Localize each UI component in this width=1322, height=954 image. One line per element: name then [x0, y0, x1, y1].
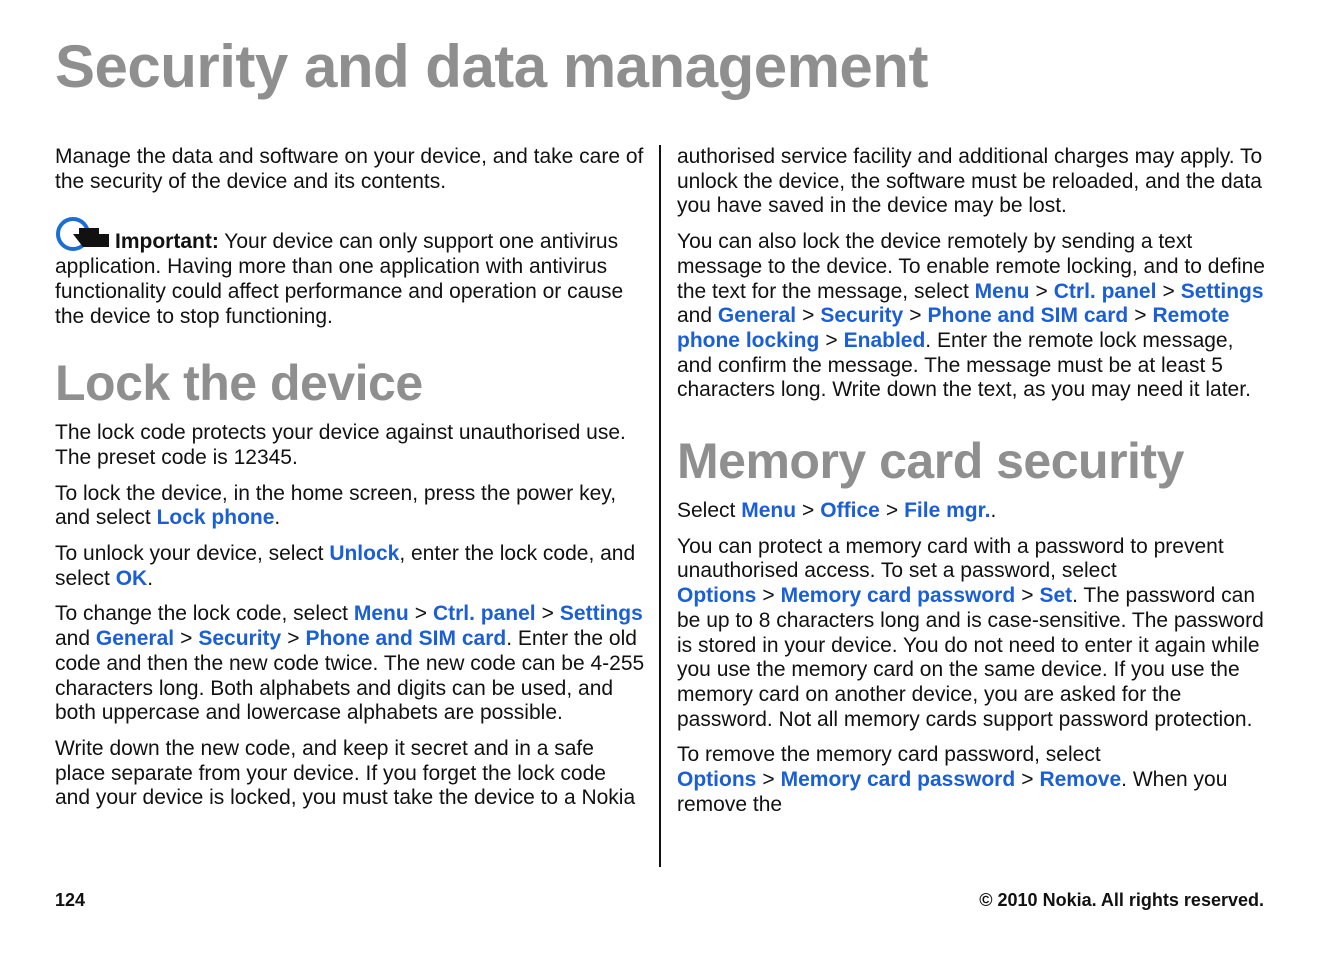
change-code-paragraph — [55, 602, 645, 726]
remote-lock-paragraph — [677, 230, 1267, 403]
menu-link-ctrl-panel[interactable]: Ctrl. panel — [1053, 279, 1157, 303]
menu-link-remove[interactable]: Remove — [1039, 768, 1122, 792]
path-separator: > — [541, 602, 554, 626]
important-note — [55, 214, 645, 329]
menu-link-remote-phone-locking[interactable]: Remote phone locking — [677, 304, 1230, 352]
text-span: You can also lock the device remotely by sending a text message to the device. To enable remote locking, and to define the text for the message, select — [677, 230, 1265, 303]
text-span: You can protect a memory card with a password to prevent unauthorised access. To set a password, select — [677, 534, 1224, 583]
lock-device-paragraph — [55, 482, 645, 531]
protect-card-paragraph — [677, 535, 1267, 733]
path-separator: > — [825, 328, 838, 352]
menu-link-menu[interactable]: Menu — [353, 602, 409, 626]
lock-phone-link[interactable]: Lock phone — [156, 506, 275, 530]
write-code-paragraph: Write down the new code, and keep it secret and in a safe place separate from your device. If you forget the lock code and your device is locked, you must take the device to a Nokia — [55, 736, 636, 810]
unlock-link[interactable]: Unlock — [329, 542, 400, 566]
menu-link-settings[interactable]: Settings — [559, 602, 643, 626]
menu-link-ctrl-panel[interactable]: Ctrl. panel — [432, 602, 536, 626]
menu-link-phone-and-sim-card[interactable]: Phone and SIM card — [305, 627, 507, 651]
text-span: . — [147, 566, 154, 590]
important-hand-icon — [55, 214, 113, 254]
text-span: . Enter the remote lock message, and confirm the message. The message must be at least 5 characters long. Write down the text, as you may need it later. — [677, 328, 1251, 402]
menu-link-options[interactable]: Options — [677, 768, 757, 792]
menu-link-options[interactable]: Options — [677, 584, 757, 608]
text-span: . — [990, 499, 997, 523]
text-span: Select — [677, 499, 742, 523]
unlock-paragraph — [55, 542, 645, 591]
path-separator: > — [909, 304, 922, 328]
path-separator: > — [762, 768, 775, 792]
menu-link-file-mgr[interactable]: File mgr. — [904, 499, 991, 523]
menu-link-set[interactable]: Set — [1039, 584, 1073, 608]
menu-link-memory-card-password[interactable]: Memory card password — [780, 584, 1016, 608]
text-span: and — [55, 627, 96, 651]
lock-code-paragraph: The lock code protects your device against unauthorised use. The preset code is 12345. — [55, 421, 626, 469]
menu-path — [975, 280, 1264, 303]
menu-path — [677, 768, 1121, 791]
text-span: To remove the memory card password, select — [677, 743, 1101, 767]
intro-paragraph: Manage the data and software on your device, and take care of the security of the device and its contents. — [55, 145, 644, 193]
path-separator: > — [1134, 304, 1147, 328]
copyright-notice: © 2010 Nokia. All rights reserved. — [979, 890, 1264, 910]
column-divider — [659, 145, 661, 867]
continuation-paragraph: authorised service facility and additional charges may apply. To unlock the device, the software must be reloaded, and the data you have saved in the device may be lost. — [677, 145, 1263, 218]
memory-card-security-heading: Memory card security — [677, 433, 1184, 490]
path-separator: > — [287, 627, 300, 651]
important-label: Important: — [115, 230, 219, 254]
text-span: To change the lock code, select — [55, 602, 354, 626]
right-column — [677, 145, 1267, 828]
remove-password-paragraph — [677, 743, 1267, 817]
text-span: . When you remove the — [677, 768, 1228, 816]
path-separator: > — [762, 584, 775, 608]
path-separator: > — [802, 499, 815, 523]
path-separator: > — [1162, 279, 1175, 303]
path-separator: > — [885, 499, 899, 523]
path-separator: > — [1035, 279, 1048, 303]
menu-path — [354, 602, 643, 625]
page-number: 124 — [55, 890, 86, 910]
path-separator: > — [180, 627, 193, 651]
path-separator: > — [1021, 768, 1034, 792]
menu-link-general[interactable]: General — [717, 304, 797, 328]
text-span: . — [274, 506, 281, 530]
path-separator: > — [414, 602, 427, 626]
menu-path — [741, 499, 990, 522]
ok-link[interactable]: OK — [115, 566, 148, 590]
text-span: , enter the lock code, and select — [55, 542, 636, 590]
text-span: To unlock your device, select — [55, 542, 330, 566]
text-span: To lock the device, in the home screen, press the power key, and select — [55, 481, 617, 530]
menu-link-menu[interactable]: Menu — [741, 499, 797, 523]
menu-link-menu[interactable]: Menu — [974, 279, 1030, 303]
text-span: . The password can be up to 8 characters long and is case-sensitive. The password is stored in your device. You do not need to enter it again while you use the memory card on the same device. If you use the memory card on another device, you are asked for the password. Not all memory cards support password protection. — [677, 584, 1264, 731]
text-span: and — [677, 304, 718, 328]
select-file-manager-paragraph — [677, 499, 1267, 524]
menu-link-settings[interactable]: Settings — [1180, 279, 1264, 303]
text-span: . Enter the old code and then the new code twice. The new code can be 4-255 characters long. Both alphabets and digits can be used, and both uppercase and lowercase alphabets are possible. — [55, 627, 645, 725]
menu-path — [96, 627, 506, 650]
menu-link-security[interactable]: Security — [198, 627, 282, 651]
menu-link-enabled[interactable]: Enabled — [843, 328, 926, 352]
menu-link-office[interactable]: Office — [820, 499, 880, 523]
menu-link-general[interactable]: General — [95, 627, 175, 651]
lock-device-heading: Lock the device — [55, 355, 423, 412]
menu-link-security[interactable]: Security — [820, 304, 904, 328]
path-separator: > — [1021, 584, 1034, 608]
path-separator: > — [802, 304, 815, 328]
menu-path — [677, 584, 1072, 607]
menu-link-phone-and-sim-card[interactable]: Phone and SIM card — [927, 304, 1129, 328]
menu-link-memory-card-password[interactable]: Memory card password — [780, 768, 1016, 792]
left-column — [55, 145, 645, 822]
page-title: Security and data management — [55, 33, 928, 100]
important-text: Your device can only support one antivirus application. Having more than one application with antivirus functionality could affect performance and operation or cause the device to stop functioning. — [55, 230, 624, 328]
